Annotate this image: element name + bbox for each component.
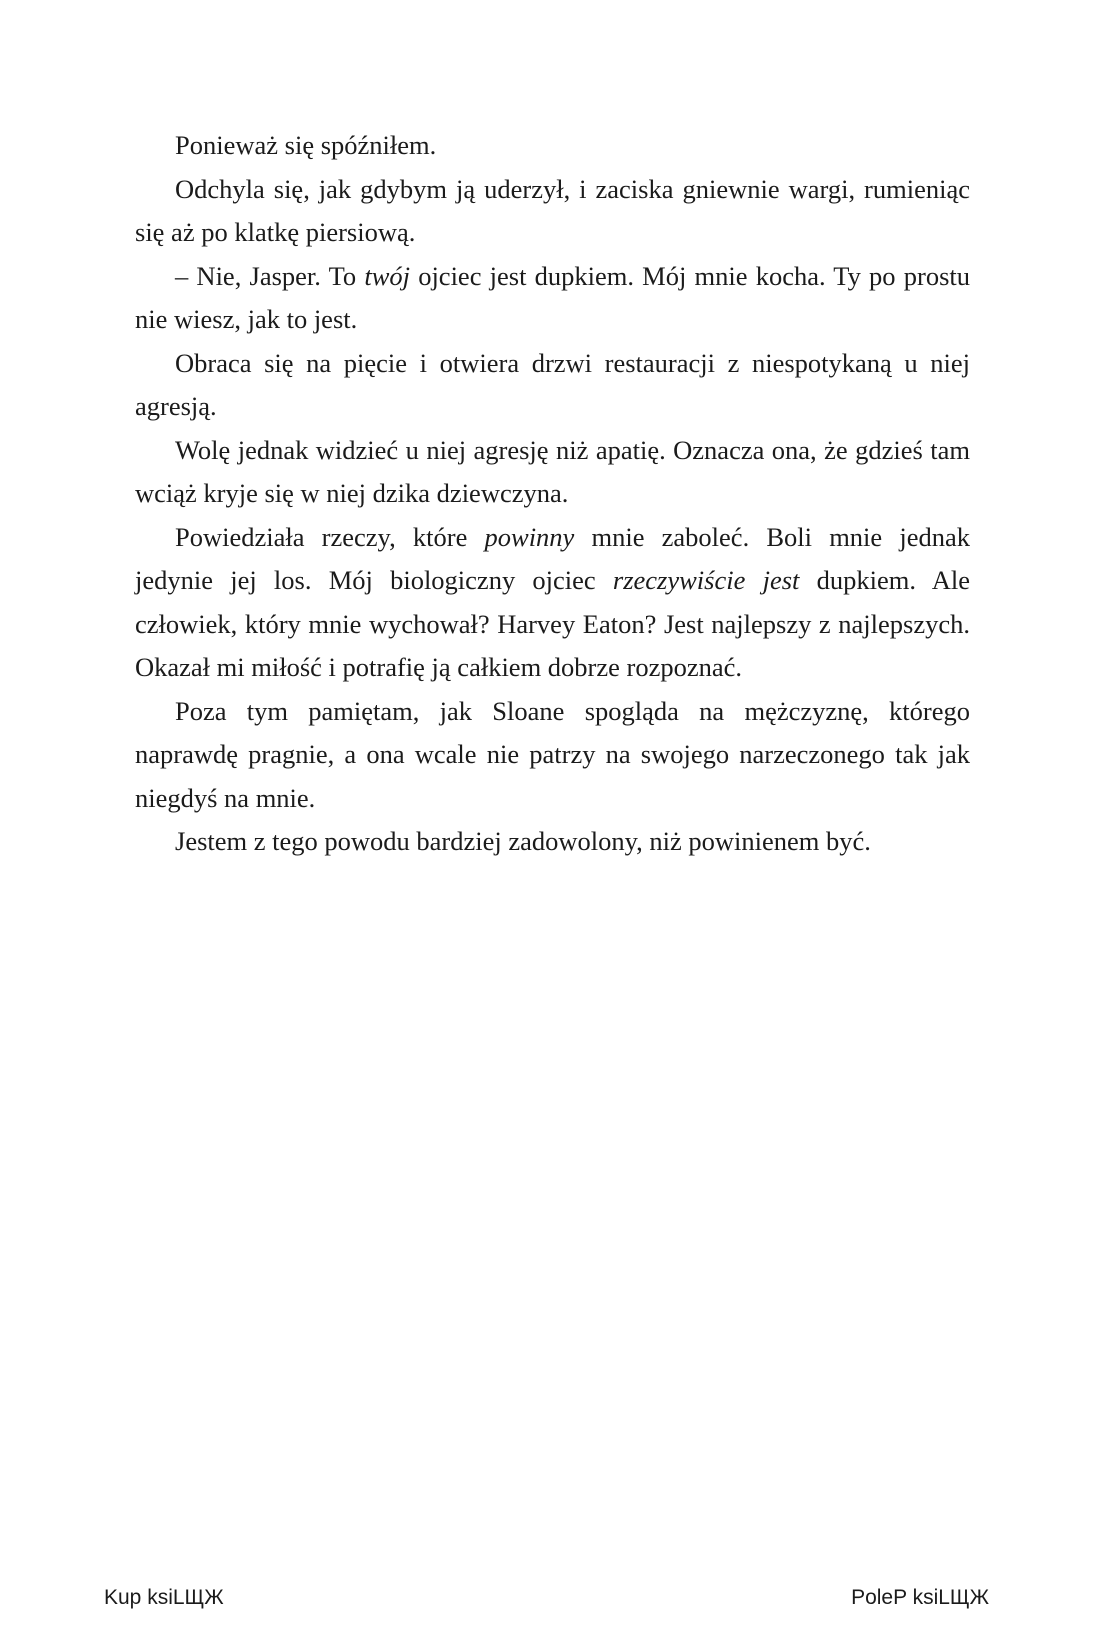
paragraph-text: Obraca się na pięcie i otwiera drzwi restauracji z niespotykaną u niej agresją. <box>135 347 970 421</box>
paragraph-text: Odchyla się, jak gdybym ją uderzył, i zaciska gniewnie wargi, rumieniąc się aż po klatkę piersiową. <box>135 173 970 247</box>
recommend-book-link[interactable]: PoleP ksiLЩЖ <box>851 1586 989 1609</box>
paragraph <box>135 690 970 821</box>
italic-emphasis: rzeczywiście jest <box>612 565 800 595</box>
paragraph-text: ojciec jest dupkiem. Mój mnie kocha. Ty po prostu nie wiesz, jak to jest. <box>135 260 970 334</box>
paragraph <box>135 342 970 429</box>
paragraph-text: Jestem z tego powodu bardziej zadowolony, niż powinienem być. <box>175 826 871 856</box>
italic-emphasis: twój <box>364 260 411 291</box>
paragraph-text: Ponieważ się spóźniłem. <box>175 130 437 160</box>
page-body-text <box>135 124 970 864</box>
paragraph-text: mnie zaboleć. Boli mnie jednak jedynie jej los. Mój biologiczny ojciec <box>135 521 970 595</box>
italic-emphasis: powinny <box>484 521 575 552</box>
paragraph <box>135 124 970 168</box>
paragraph <box>135 168 970 255</box>
paragraph <box>135 429 970 516</box>
paragraph <box>135 516 970 690</box>
paragraph-text: Wolę jednak widzieć u niej agresję niż apatię. Oznacza ona, że gdzieś tam wciąż kryje się w niej dzika dziewczyna. <box>135 434 970 508</box>
buy-book-link[interactable]: Kup ksiLЩЖ <box>104 1586 224 1609</box>
paragraph-dialogue <box>135 255 970 342</box>
paragraph-text: Powiedziała rzeczy, które <box>175 521 485 552</box>
paragraph <box>135 820 970 864</box>
paragraph-text: dupkiem. Ale człowiek, który mnie wychował? Harvey Eaton? Jest najlepszy z najlepszych. Okazał mi miłość i potrafię ją całkiem dobrze rozpoznać. <box>135 565 970 682</box>
paragraph-text: – Nie, Jasper. To <box>175 260 365 291</box>
paragraph-text: Poza tym pamiętam, jak Sloane spogląda na mężczyznę, którego naprawdę pragnie, a ona wcale nie patrzy na swojego narzeczonego tak jak niegdyś na mnie. <box>135 695 970 813</box>
